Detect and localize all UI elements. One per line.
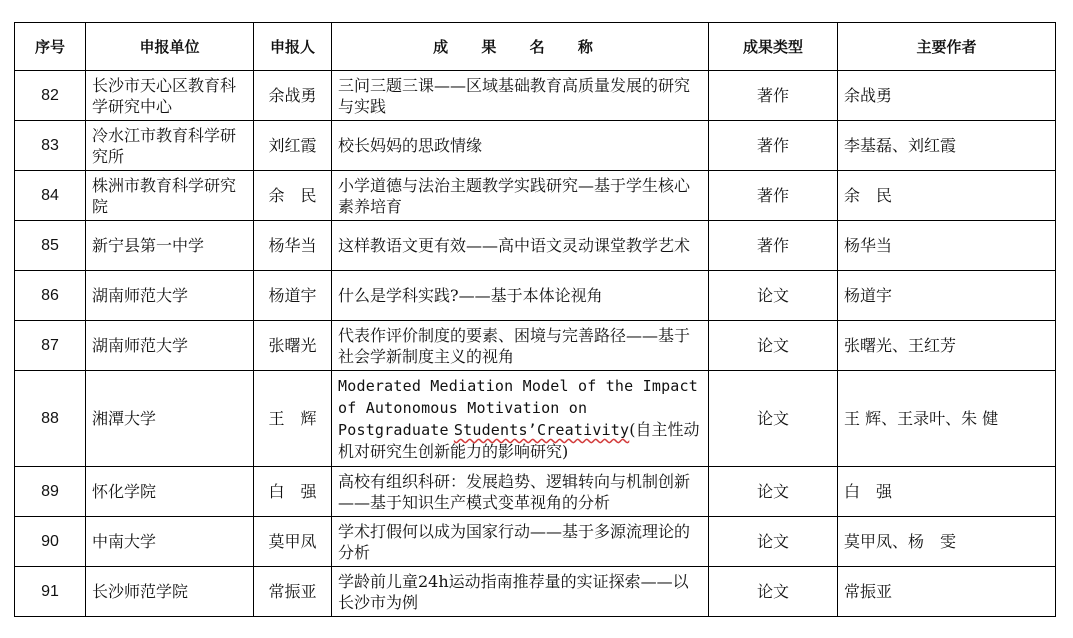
cell-person: 杨华当 (254, 221, 332, 271)
header-title: 成 果 名 称 (332, 23, 709, 71)
cell-no: 91 (15, 567, 86, 617)
table-row (15, 371, 1056, 467)
cell-type: 论文 (709, 467, 838, 517)
cell-title: 学术打假何以成为国家行动——基于多源流理论的分析 (332, 517, 709, 567)
cell-title (332, 371, 709, 467)
cell-unit: 株洲市教育科学研究院 (86, 171, 254, 221)
results-table (14, 22, 1056, 617)
cell-no: 88 (15, 371, 86, 467)
table-row (15, 321, 1056, 371)
cell-title: 校长妈妈的思政情缘 (332, 121, 709, 171)
cell-person: 莫甲凤 (254, 517, 332, 567)
cell-person: 张曙光 (254, 321, 332, 371)
header-type: 成果类型 (709, 23, 838, 71)
cell-type: 论文 (709, 567, 838, 617)
cell-authors: 白 强 (838, 467, 1056, 517)
cell-authors: 莫甲凤、杨 雯 (838, 517, 1056, 567)
cell-person: 杨道宇 (254, 271, 332, 321)
table-row (15, 567, 1056, 617)
title-english-part: Moderated Mediation Model of the Impact of Autonomous Motivation on Postgraduate (338, 377, 698, 439)
cell-type: 论文 (709, 371, 838, 467)
cell-no: 87 (15, 321, 86, 371)
cell-type: 著作 (709, 121, 838, 171)
cell-type: 著作 (709, 71, 838, 121)
cell-unit: 长沙市天心区教育科学研究中心 (86, 71, 254, 121)
header-authors: 主要作者 (838, 23, 1056, 71)
title-chinese-part: (自主性动机对研究生创新能力的影响研究) (338, 420, 700, 461)
table-row (15, 271, 1056, 321)
cell-unit: 湘潭大学 (86, 371, 254, 467)
cell-person: 刘红霞 (254, 121, 332, 171)
cell-title: 三问三题三课——区域基础教育高质量发展的研究与实践 (332, 71, 709, 121)
cell-unit: 新宁县第一中学 (86, 221, 254, 271)
cell-unit: 怀化学院 (86, 467, 254, 517)
cell-authors: 常振亚 (838, 567, 1056, 617)
cell-type: 著作 (709, 171, 838, 221)
cell-type: 论文 (709, 517, 838, 567)
cell-authors: 余 民 (838, 171, 1056, 221)
header-unit: 申报单位 (86, 23, 254, 71)
cell-no: 82 (15, 71, 86, 121)
cell-authors: 张曙光、王红芳 (838, 321, 1056, 371)
title-english-underlined: Students’Creativity (453, 421, 630, 439)
cell-person: 余战勇 (254, 71, 332, 121)
cell-no: 90 (15, 517, 86, 567)
cell-unit: 中南大学 (86, 517, 254, 567)
table-row (15, 71, 1056, 121)
cell-no: 84 (15, 171, 86, 221)
cell-no: 85 (15, 221, 86, 271)
cell-unit: 长沙师范学院 (86, 567, 254, 617)
cell-no: 89 (15, 467, 86, 517)
cell-title: 高校有组织科研：发展趋势、逻辑转向与机制创新——基于知识生产模式变革视角的分析 (332, 467, 709, 517)
cell-unit: 冷水江市教育科学研究所 (86, 121, 254, 171)
cell-authors: 杨华当 (838, 221, 1056, 271)
table-row (15, 517, 1056, 567)
cell-no: 86 (15, 271, 86, 321)
cell-type: 论文 (709, 321, 838, 371)
cell-person: 常振亚 (254, 567, 332, 617)
header-person: 申报人 (254, 23, 332, 71)
cell-title: 学龄前儿童24h运动指南推荐量的实证探索——以长沙市为例 (332, 567, 709, 617)
header-no: 序号 (15, 23, 86, 71)
cell-title: 小学道德与法治主题教学实践研究—基于学生核心素养培育 (332, 171, 709, 221)
cell-person: 白 强 (254, 467, 332, 517)
cell-title: 什么是学科实践?——基于本体论视角 (332, 271, 709, 321)
cell-authors: 杨道宇 (838, 271, 1056, 321)
cell-authors: 李基磊、刘红霞 (838, 121, 1056, 171)
cell-title: 代表作评价制度的要素、困境与完善路径——基于社会学新制度主义的视角 (332, 321, 709, 371)
cell-authors: 余战勇 (838, 71, 1056, 121)
cell-authors: 王 辉、王录叶、朱 健 (838, 371, 1056, 467)
cell-type: 著作 (709, 221, 838, 271)
cell-unit: 湖南师范大学 (86, 271, 254, 321)
table-row (15, 221, 1056, 271)
header-row (15, 23, 1056, 71)
cell-title: 这样教语文更有效——高中语文灵动课堂教学艺术 (332, 221, 709, 271)
cell-type: 论文 (709, 271, 838, 321)
table-row (15, 121, 1056, 171)
cell-person: 王 辉 (254, 371, 332, 467)
cell-person: 余 民 (254, 171, 332, 221)
cell-unit: 湖南师范大学 (86, 321, 254, 371)
table-row (15, 171, 1056, 221)
cell-no: 83 (15, 121, 86, 171)
table-row (15, 467, 1056, 517)
